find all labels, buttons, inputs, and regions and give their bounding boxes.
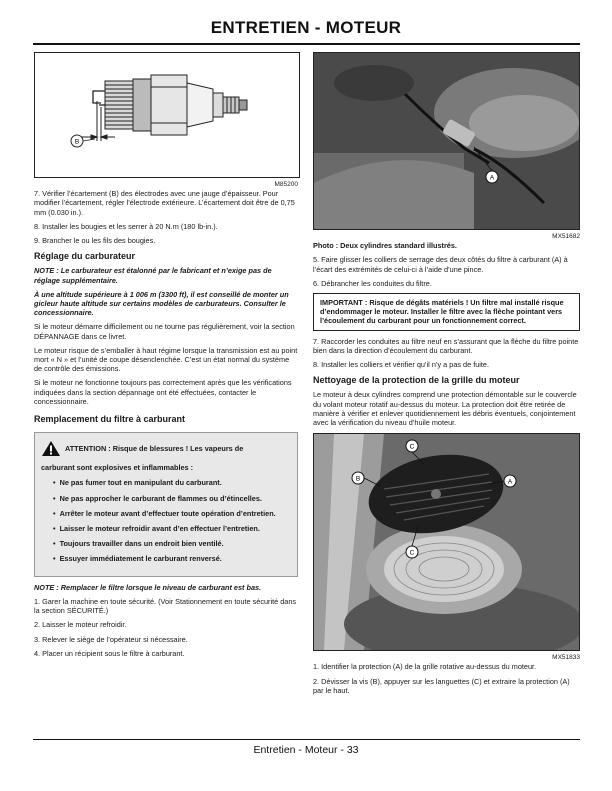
spark-plug-drawing (35, 53, 299, 177)
figure-code: M85200 (274, 181, 298, 188)
grille-paragraph: Le moteur à deux cylindres comprend une protection démontable sur le couvercle du volant moteur rotatif au-dessus du moteur. La protection doit être retirée de manière à vérifier et enlever quotidiennement les débris éventuels, conjointement avec la vérification du niveau d’huile moteur. (313, 390, 577, 428)
figure-code: MX51833 (552, 654, 580, 662)
fuel-filter-photo-drawing (314, 53, 579, 229)
step-5-clamps: 5. Faire glisser les colliers de serrage des deux côtés du filtre à carburant (A) à l’écart des extrémités de celui-ci à l’aide d’une pince. (313, 255, 568, 274)
grille-photo-drawing (314, 434, 579, 650)
carb-paragraph-1: Si le moteur démarre difficilement ou ne tourne pas régulièrement, voir la section DÉPANNAGE dans ce livret. (34, 322, 295, 341)
important-box: IMPORTANT : Risque de dégâts matériels ! Un filtre mal installé risque d’endommager le moteur. Installer le filtre avec la flèche pointant vers l’écoulement du carburant pour un fonctionnement correct. (313, 293, 580, 331)
right-column (313, 52, 580, 700)
step-8-check-leaks: 8. Installer les colliers et vérifier qu’il n’y a pas de fuite. (313, 360, 490, 370)
footer-rule (33, 739, 580, 740)
warning-list (41, 478, 291, 563)
warning-header (41, 440, 291, 457)
title-rule (33, 43, 580, 45)
warning-triangle-icon (41, 440, 61, 457)
callout-c-bottom: C (409, 549, 415, 557)
warning-item: • Essuyer immédiatement le carburant renversé. (53, 554, 291, 563)
carb-note-1: NOTE : Le carburateur est étalonné par le fabricant et n’exige pas de réglage supplémentaire. (34, 266, 272, 285)
section-heading-grille: Nettoyage de la protection de la grille du moteur (313, 375, 520, 386)
carb-paragraph-3: Si le moteur ne fonctionne toujours pas correctement après que les vérifications indiquées dans la section dépannage ont été effectuées, contacter le concessionnaire. (34, 378, 292, 406)
photo-caption: Photo : Deux cylindres standard illustrés. (313, 241, 457, 251)
step-9-wires: 9. Brancher le ou les fils des bougies. (34, 236, 156, 246)
step-6-disconnect: 6. Débrancher les conduites du filtre. (313, 278, 432, 288)
fuel-filter-photo (313, 52, 580, 230)
warning-item: • Toujours travailler dans un endroit bien ventilé. (53, 539, 291, 548)
warning-box (34, 432, 298, 576)
step-7-gap: 7. Vérifier l’écartement (B) des électrodes avec une jauge d’épaisseur. Pour modifier l’écartement, régler l’électrode extérieure. L’écartement doit être de 0,75 mm (0.030 in.). (34, 189, 295, 217)
callout-c-top: C (409, 443, 415, 451)
step-2-cool: 2. Laisser le moteur refroidir. (34, 620, 127, 630)
spark-plug-figure (34, 52, 300, 178)
warning-item: • Ne pas approcher le carburant de flammes ou d’étincelles. (53, 494, 291, 503)
page-title: ENTRETIEN - MOTEUR (210, 18, 402, 37)
callout-b: B (74, 138, 80, 146)
figure-code: MX51682 (552, 233, 580, 240)
filter-note: NOTE : Remplacer le filtre lorsque le niveau de carburant est bas. (34, 582, 262, 592)
carb-paragraph-2: Le moteur risque de s’emballer à haut régime lorsque la transmission est au point mort « N » et l’unité de coupe désenclenchée. C’est un état normal du système de contrôle des émissions. (34, 345, 298, 374)
step-1-park: 1. Garer la machine en toute sécurité. (Voir Stationnement en toute sécurité dans la section SÉCURITÉ.) (34, 596, 297, 616)
step-7-connect: 7. Raccorder les conduites au filtre neuf en s’assurant que la flèche du filtre pointe bien dans la direction d’écoulement du carburant. (313, 336, 579, 355)
section-heading-fuel-filter: Remplacement du filtre à carburant (34, 414, 186, 425)
step-1-identify: 1. Identifier la protection (A) de la grille rotative au-dessus du moteur. (313, 662, 537, 672)
grille-photo (313, 433, 580, 651)
step-3-seat: 3. Relever le siège de l’opérateur si nécessaire. (34, 634, 188, 644)
warning-title-cont: carburant sont explosives et inflammables : (41, 463, 194, 473)
callout-a: A (489, 174, 495, 182)
warning-title: ATTENTION : Risque de blessures ! Les vapeurs de (65, 444, 244, 454)
warning-item: • Laisser le moteur refroidir avant d’en effectuer l’entretien. (53, 524, 291, 533)
section-heading-carburetor: Réglage du carburateur (34, 251, 136, 262)
callout-a: A (507, 478, 513, 486)
step-2-remove: 2. Dévisser la vis (B), appuyer sur les languettes (C) et extraire la protection (A) par le haut. (313, 676, 570, 695)
left-column (34, 52, 298, 663)
page-footer: Entretien - Moteur - 33 (253, 744, 359, 756)
callout-b: B (355, 475, 361, 483)
step-8-torque: 8. Installer les bougies et les serrer à 20 N.m (180 lb-in.). (34, 221, 218, 231)
carb-note-2: À une altitude supérieure à 1 006 m (3300 ft), il est conseillé de monter un gicleur haute altitude sur certains modèles de carburateurs. Consulter le concessionnaire. (34, 289, 289, 318)
warning-item: • Ne pas fumer tout en manipulant du carburant. (53, 478, 291, 487)
step-4-container: 4. Placer un récipient sous le filtre à carburant. (34, 648, 185, 658)
warning-item: • Arrêter le moteur avant d’effectuer toute opération d’entretien. (53, 509, 291, 518)
